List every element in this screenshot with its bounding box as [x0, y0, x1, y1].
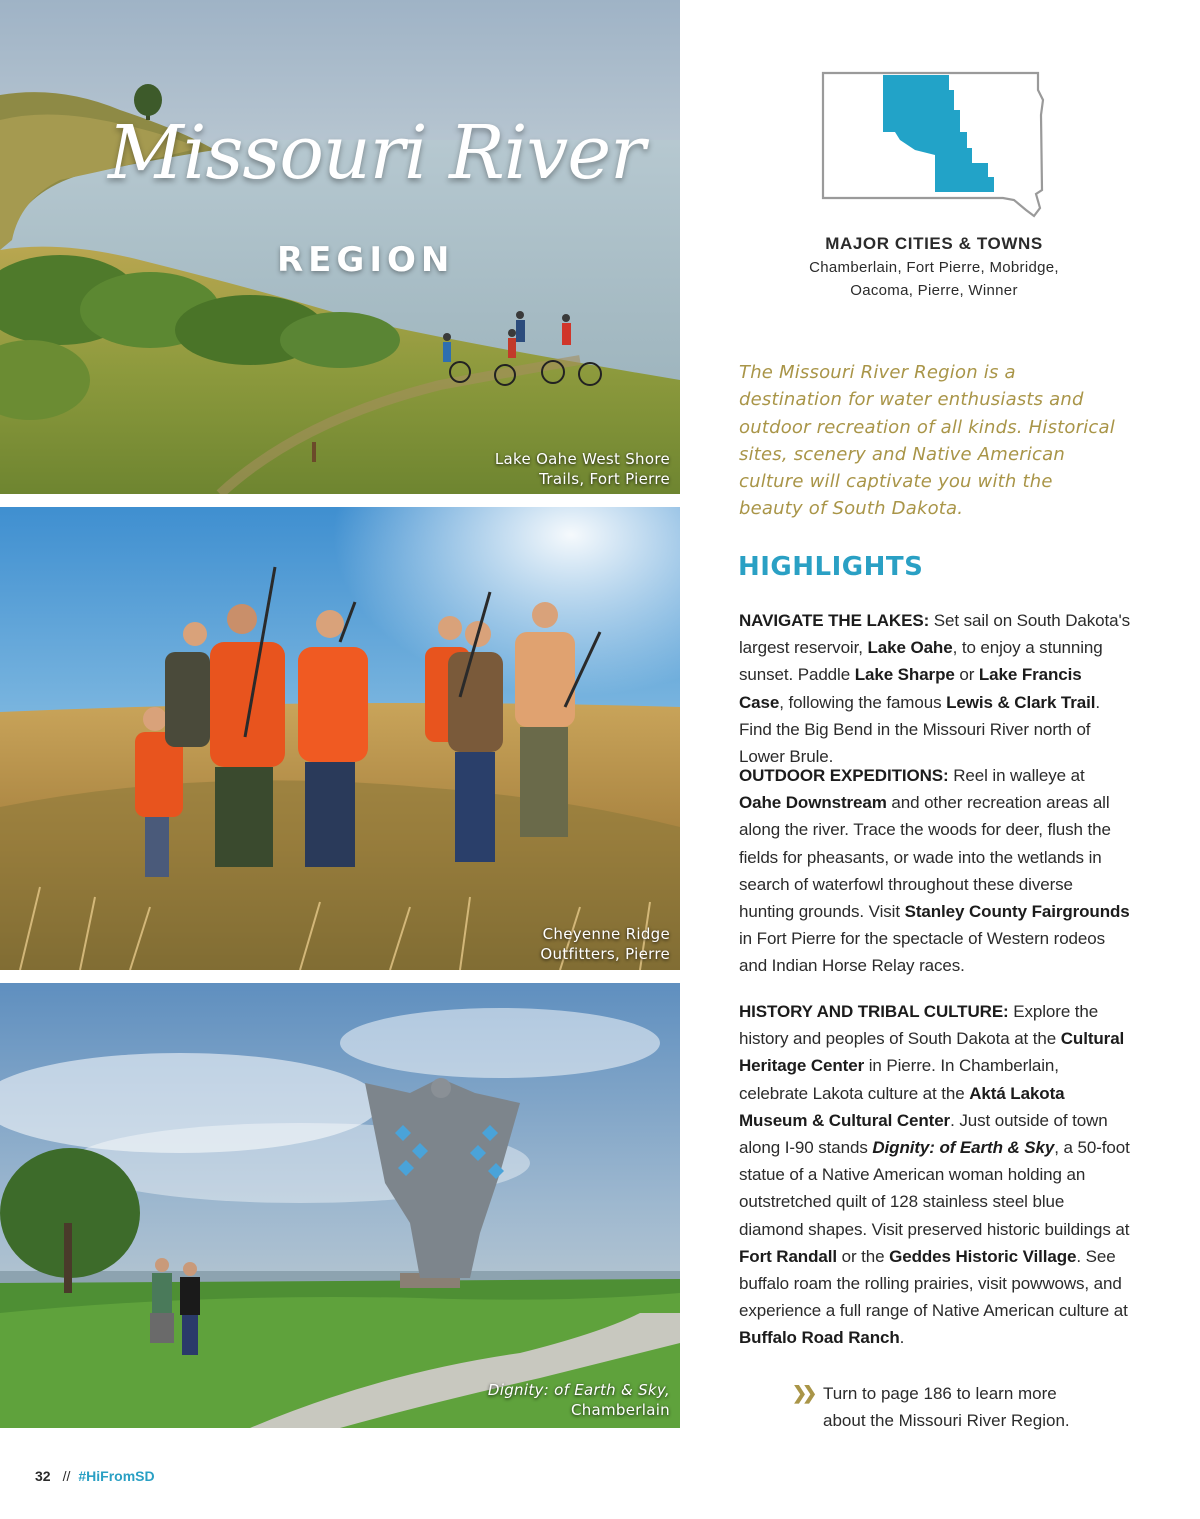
caption-line-italic: Dignity: of Earth & Sky, [487, 1381, 670, 1399]
intro-paragraph: The Missouri River Region is a destination for water enthusiasts and outdoor recreation of all kinds. Historical sites, scenery and Native American culture will captivate you with the beauty of South Dakota. [739, 362, 1115, 520]
region-title-script: Missouri River [108, 110, 645, 196]
place-name: Oahe Downstream [739, 793, 887, 813]
place-name: Lewis & Clark Trail [946, 692, 1096, 712]
place-name: Lake Oahe [867, 638, 953, 658]
caption-line: Trails, Fort Pierre [539, 470, 670, 488]
text-run: , a 50-foot statue of a Native American woman holding an outstretched quilt of 128 stainless steel blue diamond shapes. Visit preserved historic buildings at [739, 1138, 1130, 1239]
page-reference [792, 1380, 1122, 1434]
statue-name: Dignity: of Earth & Sky [872, 1138, 1055, 1158]
photo-cheyenne-ridge-image [0, 507, 680, 970]
section-paragraph [739, 998, 1131, 1352]
region-title-subtitle: REGION [277, 240, 455, 280]
place-name: Stanley County Fairgrounds [904, 902, 1130, 922]
section-paragraph [739, 607, 1131, 770]
page-footer [35, 1468, 155, 1484]
text-run: or [954, 665, 979, 685]
page-number: 32 [35, 1468, 51, 1484]
text-run: in Pierre. In Chamberlain, celebrate Lakota culture at the [739, 1056, 1059, 1103]
place-name: Aktá Lakota Museum & Cultural Center [739, 1083, 1065, 1130]
cities-heading: MAJOR CITIES & TOWNS [825, 234, 1043, 253]
text-run: and other recreation areas all along the river. Trace the woods for deer, flush the fields for pheasants, or wade into the wetlands in search of waterfowl throughout these diverse hunting grounds. Visit [739, 793, 1111, 922]
page-reference-line: Turn to page 186 to learn more [823, 1384, 1057, 1403]
section-paragraph [739, 762, 1131, 980]
major-cities-block [740, 232, 1128, 302]
place-name: Buffalo Road Ranch [739, 1328, 900, 1348]
photo-caption-cheyenne-ridge [540, 924, 670, 964]
place-name: Cultural Heritage Center [739, 1029, 1125, 1076]
section-navigate-lakes [739, 607, 1131, 770]
caption-line: Lake Oahe West Shore [494, 450, 670, 468]
text-run: . See buffalo roam the rolling prairies, visit powwows, and experience a full range of Native American culture at [739, 1246, 1128, 1321]
footer-hashtag: #HiFromSD [78, 1468, 155, 1484]
text-run: . [899, 1328, 905, 1348]
photo-cheyenne-ridge [0, 507, 680, 970]
section-label: HISTORY AND TRIBAL CULTURE: [739, 1002, 1009, 1021]
text-run: . Find the Big Bend in the Missouri River north of Lower Brule. [739, 692, 1101, 767]
section-outdoor-expeditions [739, 762, 1131, 980]
photo-lake-oahe [0, 0, 680, 494]
place-name: Lake Francis Case [739, 665, 1082, 712]
section-label: OUTDOOR EXPEDITIONS: [739, 766, 949, 785]
section-label: NAVIGATE THE LAKES: [739, 611, 930, 630]
photo-dignity-statue [0, 983, 680, 1428]
photo-caption-lake-oahe [495, 449, 670, 489]
cities-list-line: Chamberlain, Fort Pierre, Mobridge, [809, 259, 1059, 276]
footer-separator: // [62, 1468, 71, 1484]
photo-caption-dignity [488, 1380, 670, 1420]
text-run: Reel in walleye at [948, 766, 1085, 785]
text-run: Set sail on South Dakota's largest reservoir, [739, 611, 1131, 658]
text-run: Explore the history and peoples of South Dakota at the [739, 1002, 1099, 1049]
cities-list-line: Oacoma, Pierre, Winner [850, 282, 1018, 299]
text-run: in Fort Pierre for the spectacle of Western rodeos and Indian Horse Relay races. [739, 929, 1106, 976]
page-reference-line: about the Missouri River Region. [823, 1411, 1070, 1430]
caption-line: Outfitters, Pierre [540, 945, 670, 963]
photo-dignity-statue-image [0, 983, 680, 1428]
place-name: Fort Randall [739, 1246, 837, 1266]
section-history-tribal-culture [739, 998, 1131, 1352]
text-run: , to enjoy a stunning sunset. Paddle [739, 638, 1103, 685]
caption-line: Cheyenne Ridge [542, 925, 670, 943]
caption-line: Chamberlain [570, 1401, 670, 1419]
south-dakota-region-map [820, 70, 1046, 220]
text-run: . Just outside of town along I-90 stands [739, 1110, 1108, 1158]
text-run: or the [836, 1246, 890, 1266]
double-chevron-right-icon: ❯❯ [792, 1383, 813, 1403]
text-run: , following the famous [779, 692, 947, 712]
highlights-heading: HIGHLIGHTS [738, 552, 924, 582]
place-name: Geddes Historic Village [889, 1246, 1077, 1266]
place-name: Lake Sharpe [854, 665, 955, 685]
